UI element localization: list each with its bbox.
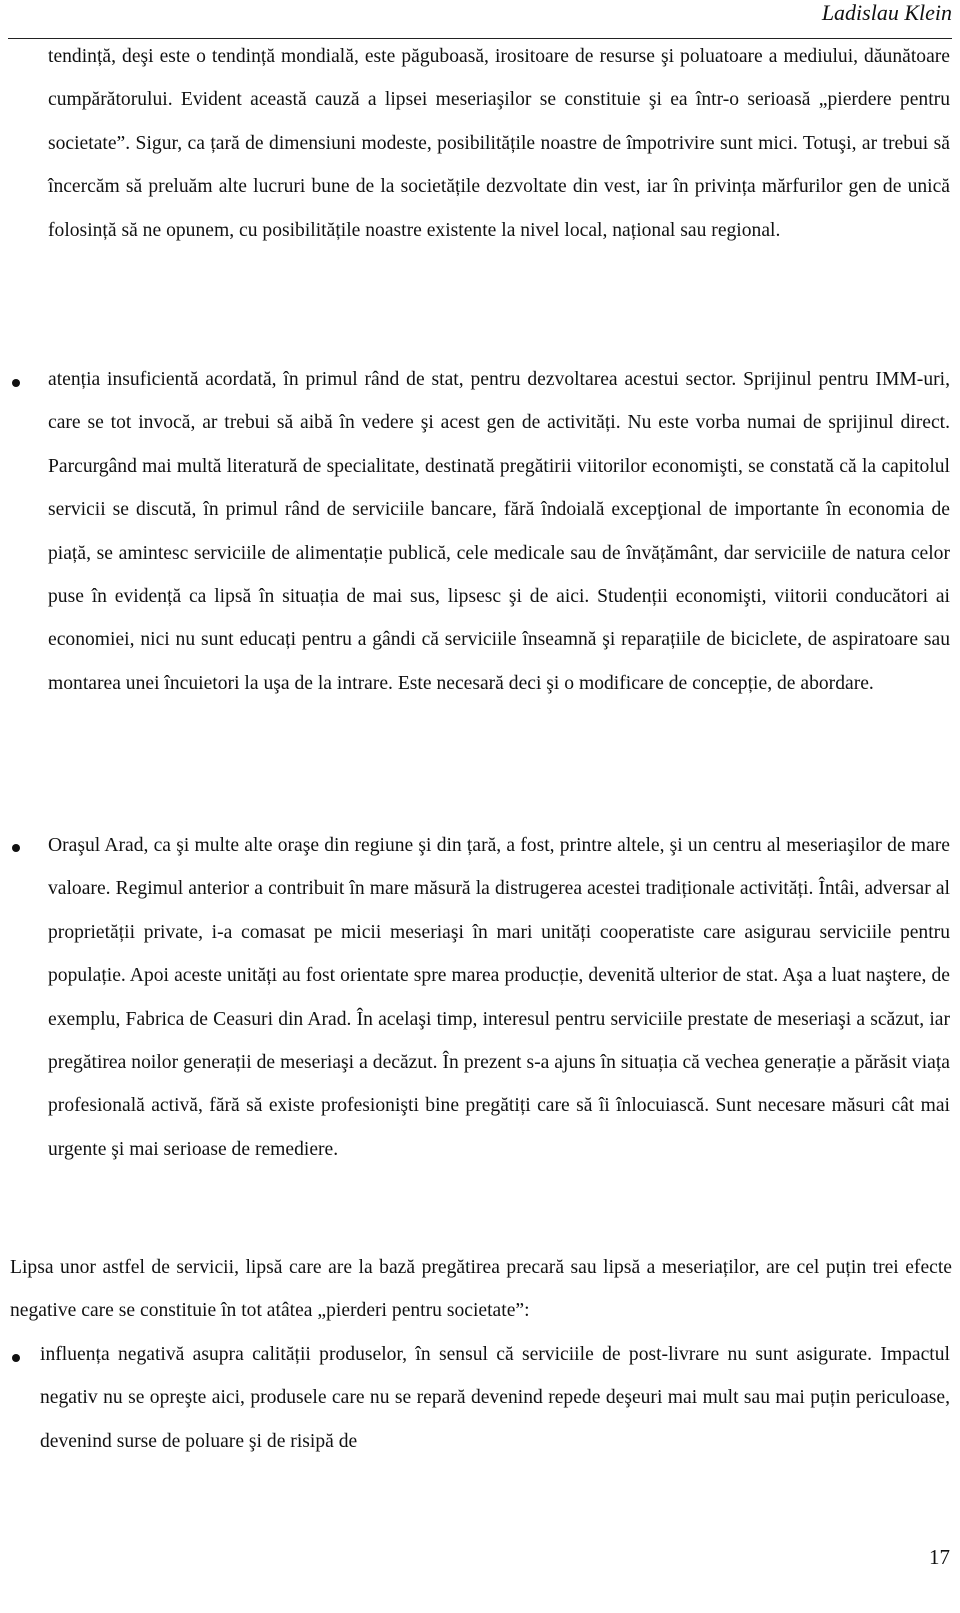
continuation-paragraph: tendință, deşi este o tendință mondială, este păguboasă, irositoare de resurse şi poluatoare a mediului, dăunătoare cumpărătorului. Evident această cauză a lipsei meseriaşilor se constituie şi ea într-o serioasă „pierdere pentru societate”. Sigur, ca țară de dimensiuni modeste, posibilitățile noastre de împotrivire sunt mici. Totuşi, ar trebui să încercăm să preluăm alte lucruri bune de la societățile dezvoltate din vest, iar în privința mărfurilor gen de unică folosință să ne opunem, cu posibilitățile noastre existente la nivel local, național sau regional. (48, 46, 950, 241)
bullet-dot-1 (12, 379, 20, 387)
bullet-item-state-attention: atenția insuficientă acordată, în primul rând de stat, pentru dezvoltarea acestui sector. Sprijinul pentru IMM-uri, care se tot invocă, ar trebui să aibă în vedere şi acest gen de activități. Nu este vorba numai de sprijinul direct. Parcurgând mai multă literatură de specialitate, destinată pregătirii viitorilor economişti, se constată că la capitolul servicii se discută, în primul rând de serviciile bancare, fără îndoială excepţional de importante în economia de piață, se amintesc serviciile de alimentație publică, cele medicale sau de învățământ, dar serviciile de natura celor puse în evidență ca lipsă în situația de mai sus, lipsesc şi de aici. Studenții economişti, viitorii conducători ai economiei, nici nu sunt educați pentru a gândi că serviciile înseamnă şi reparațiile de biciclete, de aspiratoare sau montarea unei încuietori la uşa de la intrare. Este necesară deci şi o modificare de concepție, de abordare. (48, 369, 950, 694)
page-number: 17 (929, 1545, 950, 1569)
bullet-dot-3 (12, 1354, 20, 1362)
bullet-item-arad-craftsmen: Oraşul Arad, ca şi multe alte oraşe din regiune şi din țară, a fost, printre altele, şi un centru al meseriaşilor de mare valoare. Regimul anterior a contribuit în mare măsură la distrugerea acestei tradiționale activități. Întâi, adversar al proprietății private, i-a comasat pe micii meseriaşi în mari unități cooperatiste care asigurau serviciile pentru populație. Apoi aceste unități au fost orientate spre marea producție, devenită ulterior de stat. Aşa a luat naştere, de exemplu, Fabrica de Ceasuri din Arad. În acelaşi timp, interesul pentru serviciile prestate de meseriaşi a scăzut, iar pregătirea noilor generații de meseriaşi a decăzut. În prezent s-a ajuns în situația că vechea generație a părăsit viața profesională activă, fără să existe profesionişti bine pregătiți care să îi înlocuiască. Sunt necesare măsuri cât mai urgente şi mai serioase de remediere. (48, 835, 950, 1160)
summary-paragraph: Lipsa unor astfel de servicii, lipsă care are la bază pregătirea precară sau lipsă a meseriaților, are cel puțin trei efecte negative care se constituie în tot atâtea „pierderi pentru societate”: (10, 1257, 952, 1322)
bullet-dot-2 (12, 844, 20, 852)
running-header-author: Ladislau Klein (821, 0, 952, 25)
bullet-item-quality-influence: influența negativă asupra calității produselor, în sensul că serviciile de post-livrare nu sunt asigurate. Impactul negativ nu se opreşte aici, produsele care nu se repară devenind repede deşeuri mai mult sau mai puțin periculoase, devenind surse de poluare şi de risipă de (40, 1344, 950, 1452)
